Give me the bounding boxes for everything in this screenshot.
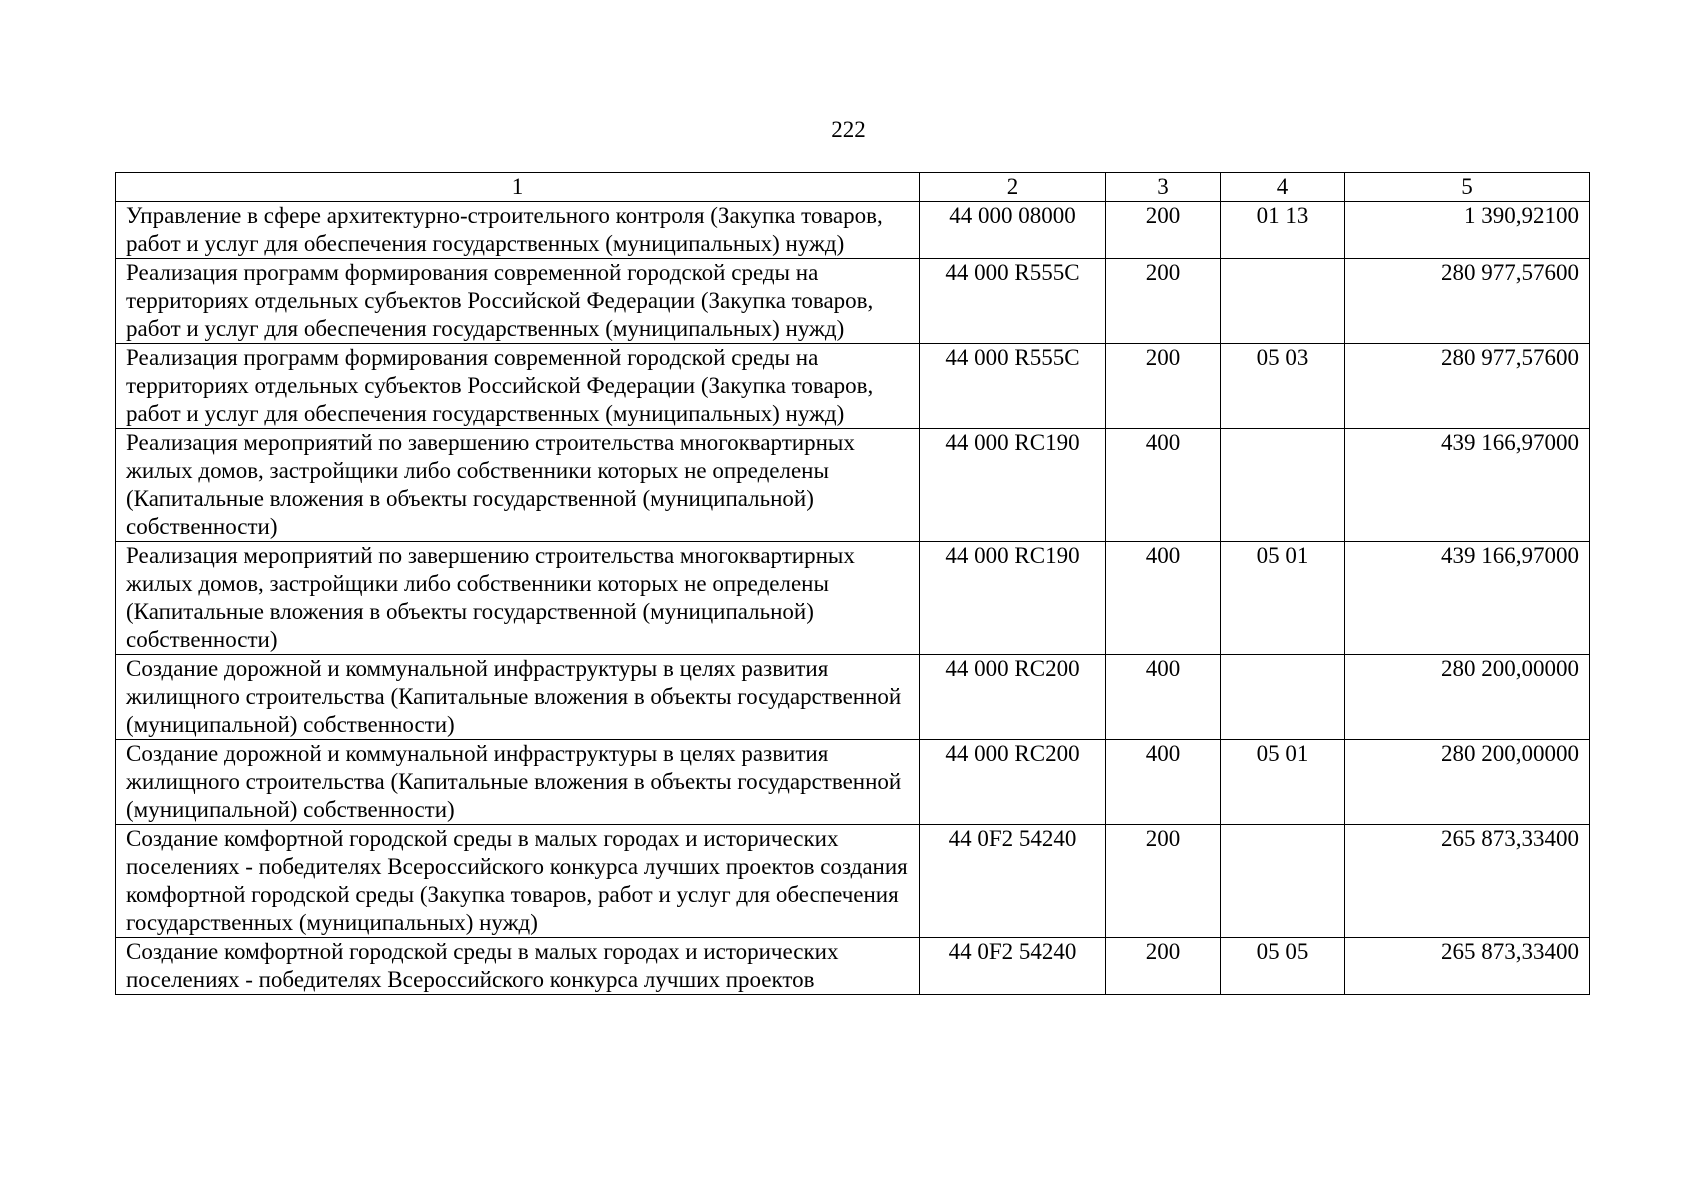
row-name: Реализация мероприятий по завершению строительства многоквартирных жилых домов, застройщики либо собственники которых не определены (Капитальные вложения в объекты государственной (муниципальной) собственности) — [116, 542, 920, 655]
row-section: 05 01 — [1221, 740, 1345, 825]
row-section — [1221, 655, 1345, 740]
row-code: 44 000 RC190 — [920, 429, 1106, 542]
row-type: 200 — [1106, 938, 1221, 995]
row-code: 44 000 R555C — [920, 344, 1106, 429]
table-row — [116, 259, 1590, 344]
row-type: 400 — [1106, 542, 1221, 655]
header-cell: 4 — [1221, 173, 1345, 202]
row-name: Создание комфортной городской среды в малых городах и исторических поселениях - победителях Всероссийского конкурса лучших проектов создания комфортной городской среды (Закупка товаров, работ и услуг для обеспечения государственных (муниципальных) нужд) — [116, 825, 920, 938]
row-section: 05 05 — [1221, 938, 1345, 995]
budget-table — [115, 172, 1590, 995]
table-row — [116, 740, 1590, 825]
table-row — [116, 825, 1590, 938]
row-code: 44 000 08000 — [920, 202, 1106, 259]
row-amount: 439 166,97000 — [1345, 429, 1590, 542]
row-name: Создание дорожной и коммунальной инфраструктуры в целях развития жилищного строительства (Капитальные вложения в объекты государственной (муниципальной) собственности) — [116, 655, 920, 740]
table-row — [116, 542, 1590, 655]
row-code: 44 000 RC190 — [920, 542, 1106, 655]
table-row — [116, 938, 1590, 995]
row-name: Реализация программ формирования современной городской среды на территориях отдельных субъектов Российской Федерации (Закупка товаров, работ и услуг для обеспечения государственных (муниципальных) нужд) — [116, 259, 920, 344]
row-name: Реализация мероприятий по завершению строительства многоквартирных жилых домов, застройщики либо собственники которых не определены (Капитальные вложения в объекты государственной (муниципальной) собственности) — [116, 429, 920, 542]
row-type: 200 — [1106, 825, 1221, 938]
row-type: 200 — [1106, 259, 1221, 344]
row-amount: 439 166,97000 — [1345, 542, 1590, 655]
row-name: Реализация программ формирования современной городской среды на территориях отдельных субъектов Российской Федерации (Закупка товаров, работ и услуг для обеспечения государственных (муниципальных) нужд) — [116, 344, 920, 429]
row-section: 05 01 — [1221, 542, 1345, 655]
row-code: 44 000 R555C — [920, 259, 1106, 344]
row-type: 200 — [1106, 344, 1221, 429]
row-amount: 280 977,57600 — [1345, 344, 1590, 429]
row-section: 05 03 — [1221, 344, 1345, 429]
row-name: Создание комфортной городской среды в малых городах и исторических поселениях - победителях Всероссийского конкурса лучших проектов — [116, 938, 920, 995]
header-cell: 2 — [920, 173, 1106, 202]
row-section — [1221, 825, 1345, 938]
row-code: 44 0F2 54240 — [920, 938, 1106, 995]
row-amount: 1 390,92100 — [1345, 202, 1590, 259]
table-row — [116, 655, 1590, 740]
row-type: 400 — [1106, 429, 1221, 542]
table-row — [116, 429, 1590, 542]
table-row — [116, 202, 1590, 259]
row-type: 200 — [1106, 202, 1221, 259]
row-amount: 280 977,57600 — [1345, 259, 1590, 344]
header-cell: 3 — [1106, 173, 1221, 202]
row-section — [1221, 259, 1345, 344]
row-type: 400 — [1106, 655, 1221, 740]
row-code: 44 000 RC200 — [920, 740, 1106, 825]
row-name: Создание дорожной и коммунальной инфраструктуры в целях развития жилищного строительства (Капитальные вложения в объекты государственной (муниципальной) собственности) — [116, 740, 920, 825]
row-amount: 265 873,33400 — [1345, 938, 1590, 995]
row-section: 01 13 — [1221, 202, 1345, 259]
row-code: 44 000 RC200 — [920, 655, 1106, 740]
row-amount: 265 873,33400 — [1345, 825, 1590, 938]
row-section — [1221, 429, 1345, 542]
row-amount: 280 200,00000 — [1345, 740, 1590, 825]
row-name: Управление в сфере архитектурно-строительного контроля (Закупка товаров, работ и услуг для обеспечения государственных (муниципальных) нужд) — [116, 202, 920, 259]
header-cell: 5 — [1345, 173, 1590, 202]
row-amount: 280 200,00000 — [1345, 655, 1590, 740]
page-number: 222 — [831, 117, 866, 142]
row-type: 400 — [1106, 740, 1221, 825]
table-row — [116, 344, 1590, 429]
header-cell: 1 — [116, 173, 920, 202]
table-header-row — [116, 173, 1590, 202]
row-code: 44 0F2 54240 — [920, 825, 1106, 938]
